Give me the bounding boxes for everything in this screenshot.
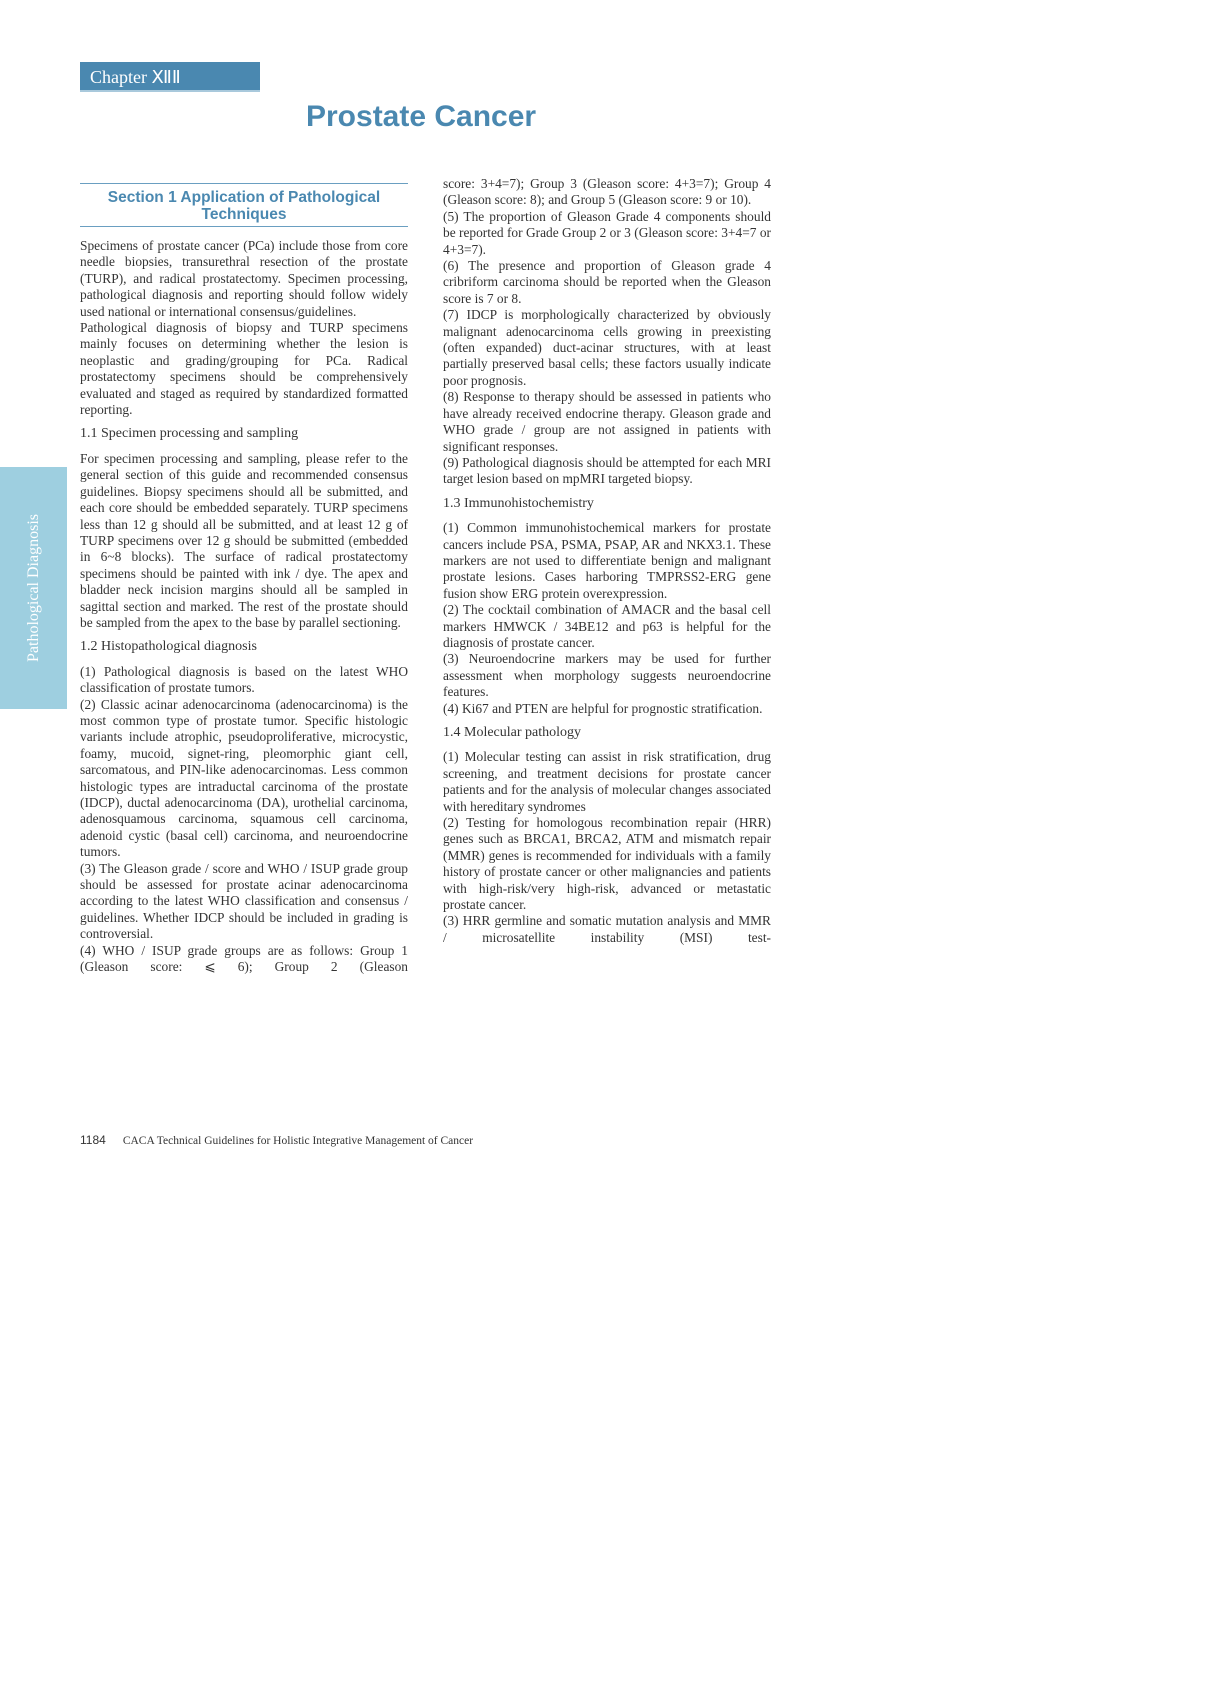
list-item: (1) Pathological diagnosis is based on the latest WHO classification of prostate tumors.	[80, 663, 408, 696]
list-item: (4) WHO / ISUP grade groups are as follows: Group 1 (Gleason score: ⩽ 6); Group 2 (Gleason	[80, 942, 408, 975]
left-column	[80, 183, 408, 975]
right-column	[443, 176, 771, 946]
list-item: (2) The cocktail combination of AMACR and the basal cell markers HMWCK / 34BE12 and p63 is helpful for the diagnosis of prostate cancer.	[443, 602, 771, 650]
page-title: Prostate Cancer	[306, 100, 537, 133]
side-tab-label: Pathological Diagnosis	[24, 514, 42, 662]
list-item: (9) Pathological diagnosis should be attempted for each MRI target lesion based on mpMRI targeted biopsy.	[443, 454, 771, 487]
side-tab	[0, 467, 67, 709]
list-item: (3) HRR germline and somatic mutation analysis and MMR / microsatellite instability (MSI) test-	[443, 913, 771, 945]
page-footer	[80, 1133, 473, 1148]
subsection-heading: 1.4 Molecular pathology	[443, 725, 582, 740]
list-item: (2) Classic acinar adenocarcinoma (adenocarcinoma) is the most common type of prostate tumor. Specific histologic variants include atrophic, pseudoproliferative, microcystic, foamy, mucoid, signet-ring, pleomorphic giant cell, sarcomatous, and PIN-like adenocarcinomas. Less common histologic types are intraductal carcinoma of the prostate (IDCP), ductal adenocarcinoma (DA), urothelial carcinoma, adenosquamous carcinoma, squamous cell carcinoma, adenoid cystic (basal cell) carcinoma, and neuroendocrine tumors.	[80, 696, 408, 860]
list-item: (3) The Gleason grade / score and WHO / ISUP grade group should be assessed for prostate acinar adenocarcinoma according to the latest WHO classification and consensus / guidelines. Whether IDCP should be included in grading is controversial.	[80, 860, 408, 942]
list-item: (4) Ki67 and PTEN are helpful for prognostic stratification.	[443, 700, 763, 716]
paragraph: For specimen processing and sampling, please refer to the general section of this guide and recommended consensus guidelines. Biopsy specimens should all be submitted, and each core should be embedded separately. TURP specimens less than 12 g should all be submitted, and at least 12 g of TURP specimens over 12 g should be submitted (embedded in 6~8 blocks). The surface of radical prostatectomy specimens should be painted with ink / dye. The apex and bladder neck incision margins should all be sampled in sagittal section and marked. The rest of the prostate should be sampled from the apex to the base by parallel sectioning.	[80, 450, 408, 630]
intro-paragraph: Pathological diagnosis of biopsy and TURP specimens mainly focuses on determining whether the lesion is neoplastic and grading/grouping for PCa. Radical prostatectomy specimens should be comprehensively evaluated and staged as required by standardized formatted reporting.	[80, 320, 408, 418]
intro-paragraph: Specimens of prostate cancer (PCa) include those from core needle biopsies, transurethral resection of the prostate (TURP), and radical prostatectomy. Specimen processing, pathological diagnosis and reporting should follow widely used national or international consensus/guidelines.	[80, 238, 408, 319]
list-item: (3) Neuroendocrine markers may be used for further assessment when morphology suggests neuroendocrine features.	[443, 651, 771, 700]
list-item: (5) The proportion of Gleason Grade 4 components should be reported for Grade Group 2 or 3 (Gleason score: 3+4=7 or 4+3=7).	[443, 208, 771, 257]
page-number: 1184	[80, 1133, 106, 1147]
section-heading: Section 1 Application of Pathological Techniques	[80, 183, 408, 227]
list-item: (1) Molecular testing can assist in risk stratification, drug screening, and treatment decisions for prostate cancer patients and for the analysis of molecular changes associated with hereditary syndromes	[443, 749, 771, 814]
subsection-heading: 1.3 Immunohistochemistry	[443, 495, 594, 511]
list-item: (6) The presence and proportion of Gleason grade 4 cribriform carcinoma should be reported when the Gleason score is 7 or 8.	[443, 258, 771, 306]
list-item: (8) Response to therapy should be assessed in patients who have already received endocrine therapy. Gleason grade and WHO grade / group are not assigned in patients with significant responses.	[443, 389, 771, 454]
subsection-heading: 1.1 Specimen processing and sampling	[80, 426, 299, 442]
subsection-heading: 1.2 Histopathological diagnosis	[80, 639, 257, 655]
book-title: CACA Technical Guidelines for Holistic Integrative Management of Cancer	[122, 1135, 474, 1147]
chapter-banner	[80, 62, 260, 92]
list-item: score: 3+4=7); Group 3 (Gleason score: 4+3=7); Group 4 (Gleason score: 8); and Group 5 (Gleason score: 9 or 10).	[443, 176, 771, 208]
list-item: (2) Testing for homologous recombination repair (HRR) genes such as BRCA1, BRCA2, ATM and mismatch repair (MMR) genes is recommended for individuals with a family history of prostate cancer or other malignancies and patients with high-risk/very high-risk, advanced or metastatic prostate cancer.	[443, 815, 771, 913]
list-item: (1) Common immunohistochemical markers for prostate cancers include PSA, PSMA, PSAP, AR and NKX3.1. These markers are not used to differentiate benign and malignant prostate lesions. Cases harboring TMPRSS2-ERG gene fusion show ERG protein overexpression.	[443, 520, 771, 601]
list-item: (7) IDCP is morphologically characterized by obviously malignant adenocarcinoma cells growing in preexisting (often expanded) duct-acinar structures, with at least partially preserved basal cells; these factors usually indicate poor prognosis.	[443, 307, 771, 388]
chapter-label: Chapter ⅫⅡ	[90, 67, 181, 87]
